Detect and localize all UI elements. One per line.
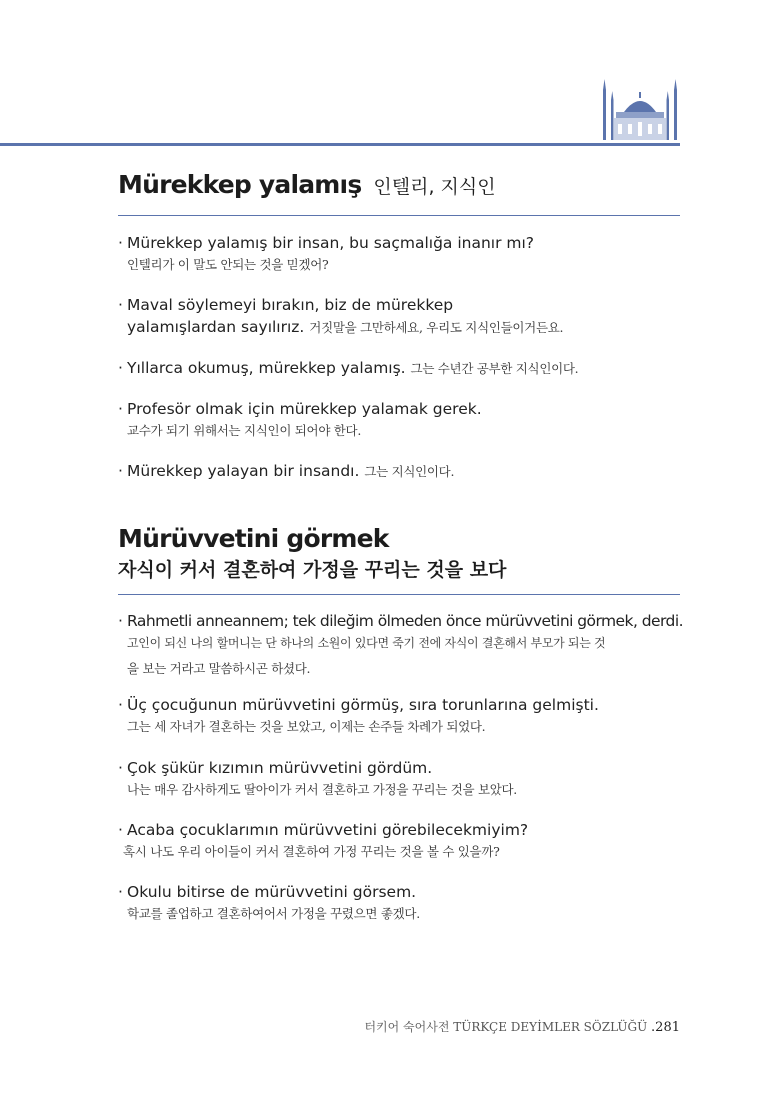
example-item: · Acaba çocuklarımın mürüvvetini görebilecekmiyim? 혹시 나도 우리 아이들이 커서 결혼하여 가정 꾸리는 것을 볼 수 있을까? [118,819,688,863]
idiom-title [118,170,680,199]
example-turkish: Rahmetli anneannem; tek dileğim ölmeden önce mürüvvetini görmek, derdi. [127,612,683,630]
example-korean: 거짓말을 그만하세요, 우리도 지식인들이거든요. [309,320,564,335]
mosque-icon [598,76,682,144]
example-korean: 혹시 나도 우리 아이들이 커서 결혼하여 가정 꾸리는 것을 볼 수 있을까? [123,844,500,859]
example-turkish: Çok şükür kızımın mürüvvetini gördüm. [127,759,433,777]
example-item: · Maval söylemeyi bırakın, biz de mürekkep yalamışlardan sayılırız. 거짓말을 그만하세요, 우리도 지식인들이거든요. [118,296,564,336]
example-item: · Mürekkep yalayan bir insandı. 그는 지식인이다. [118,462,455,480]
example-turkish: Okulu bitirse de mürüvvetini görsem. [127,883,417,901]
page-footer [364,1018,680,1035]
idiom-title-turkish: Mürekkep yalamış [118,170,362,199]
example-item: · Profesör olmak için mürekkep yalamak gerek. 교수가 되기 위해서는 지식인이 되어야 한다. [118,398,688,442]
example-korean: 그는 수년간 공부한 지식인이다. [410,361,579,376]
example-item: · Rahmetli anneannem; tek dileğim ölmeden önce mürüvvetini görmek, derdi. 고인이 되신 나의 할머니는 단 하나의 소원이 있다면 죽기 전에 자식이 결혼해서 부모가 되는 것 을 보는 거라고 말씀하시곤 하셨다. [118,610,688,680]
idiom-title-korean: 자식이 커서 결혼하여 가정을 꾸리는 것을 보다 [118,559,507,581]
idiom-title-turkish: Mürüvvetini görmek [118,524,389,553]
example-korean: 학교를 졸업하고 결혼하여어서 가정을 꾸렸으면 좋겠다. [127,906,420,921]
section-rule [118,215,680,216]
example-korean: 고인이 되신 나의 할머니는 단 하나의 소원이 있다면 죽기 전에 자식이 결혼해서 부모가 되는 것 [127,636,606,650]
example-turkish: Mürekkep yalayan bir insandı. [127,462,360,480]
example-item: · Yıllarca okumuş, mürekkep yalamış. 그는 수년간 공부한 지식인이다. [118,359,579,377]
example-korean: 나는 매우 감사하게도 딸아이가 커서 결혼하고 가정을 꾸리는 것을 보았다. [127,782,517,797]
example-korean: 그는 지식인이다. [364,464,455,479]
example-item: · Çok şükür kızımın mürüvvetini gördüm. 나는 매우 감사하게도 딸아이가 커서 결혼하고 가정을 꾸리는 것을 보았다. [118,757,688,801]
idiom-section-2 [118,524,680,595]
example-turkish-cont: yalamışlardan sayılırız. [127,318,305,336]
section-rule [118,594,680,595]
header-rule [0,143,680,146]
idiom-section-1 [118,170,680,216]
example-korean-cont: 을 보는 거라고 말씀하시곤 하셨다. [127,661,311,676]
example-turkish: Mürekkep yalamış bir insan, bu saçmalığa inanır mı? [127,234,535,252]
example-item: · Üç çocuğunun mürüvvetini görmüş, sıra torunlarına gelmişti. 그는 세 자녀가 결혼하는 것을 보았고, 이제는 손주들 차례가 되었다. [118,694,688,738]
idiom-title [118,524,680,582]
book-title: 터키어 숙어사전 TÜRKÇE DEYİMLER SÖZLÜĞÜ [364,1020,648,1034]
page-number: .281 [651,1020,680,1035]
example-turkish: Maval söylemeyi bırakın, biz de mürekkep [127,296,454,314]
example-turkish: Üç çocuğunun mürüvvetini görmüş, sıra torunlarına gelmişti. [127,696,599,714]
example-turkish: Yıllarca okumuş, mürekkep yalamış. [127,359,406,377]
example-korean: 교수가 되기 위해서는 지식인이 되어야 한다. [127,423,361,438]
example-turkish: Acaba çocuklarımın mürüvvetini görebilecekmiyim? [127,821,529,839]
example-korean: 그는 세 자녀가 결혼하는 것을 보았고, 이제는 손주들 차례가 되었다. [127,719,486,734]
example-item: · Mürekkep yalamış bir insan, bu saçmalığa inanır mı? 인텔리가 이 말도 안되는 것을 믿겠어? [118,232,688,276]
example-korean: 인텔리가 이 말도 안되는 것을 믿겠어? [127,257,329,272]
idiom-title-korean: 인텔리, 지식인 [373,176,496,198]
example-turkish: Profesör olmak için mürekkep yalamak gerek. [127,400,482,418]
example-item: · Okulu bitirse de mürüvvetini görsem. 학교를 졸업하고 결혼하여어서 가정을 꾸렸으면 좋겠다. [118,881,688,925]
